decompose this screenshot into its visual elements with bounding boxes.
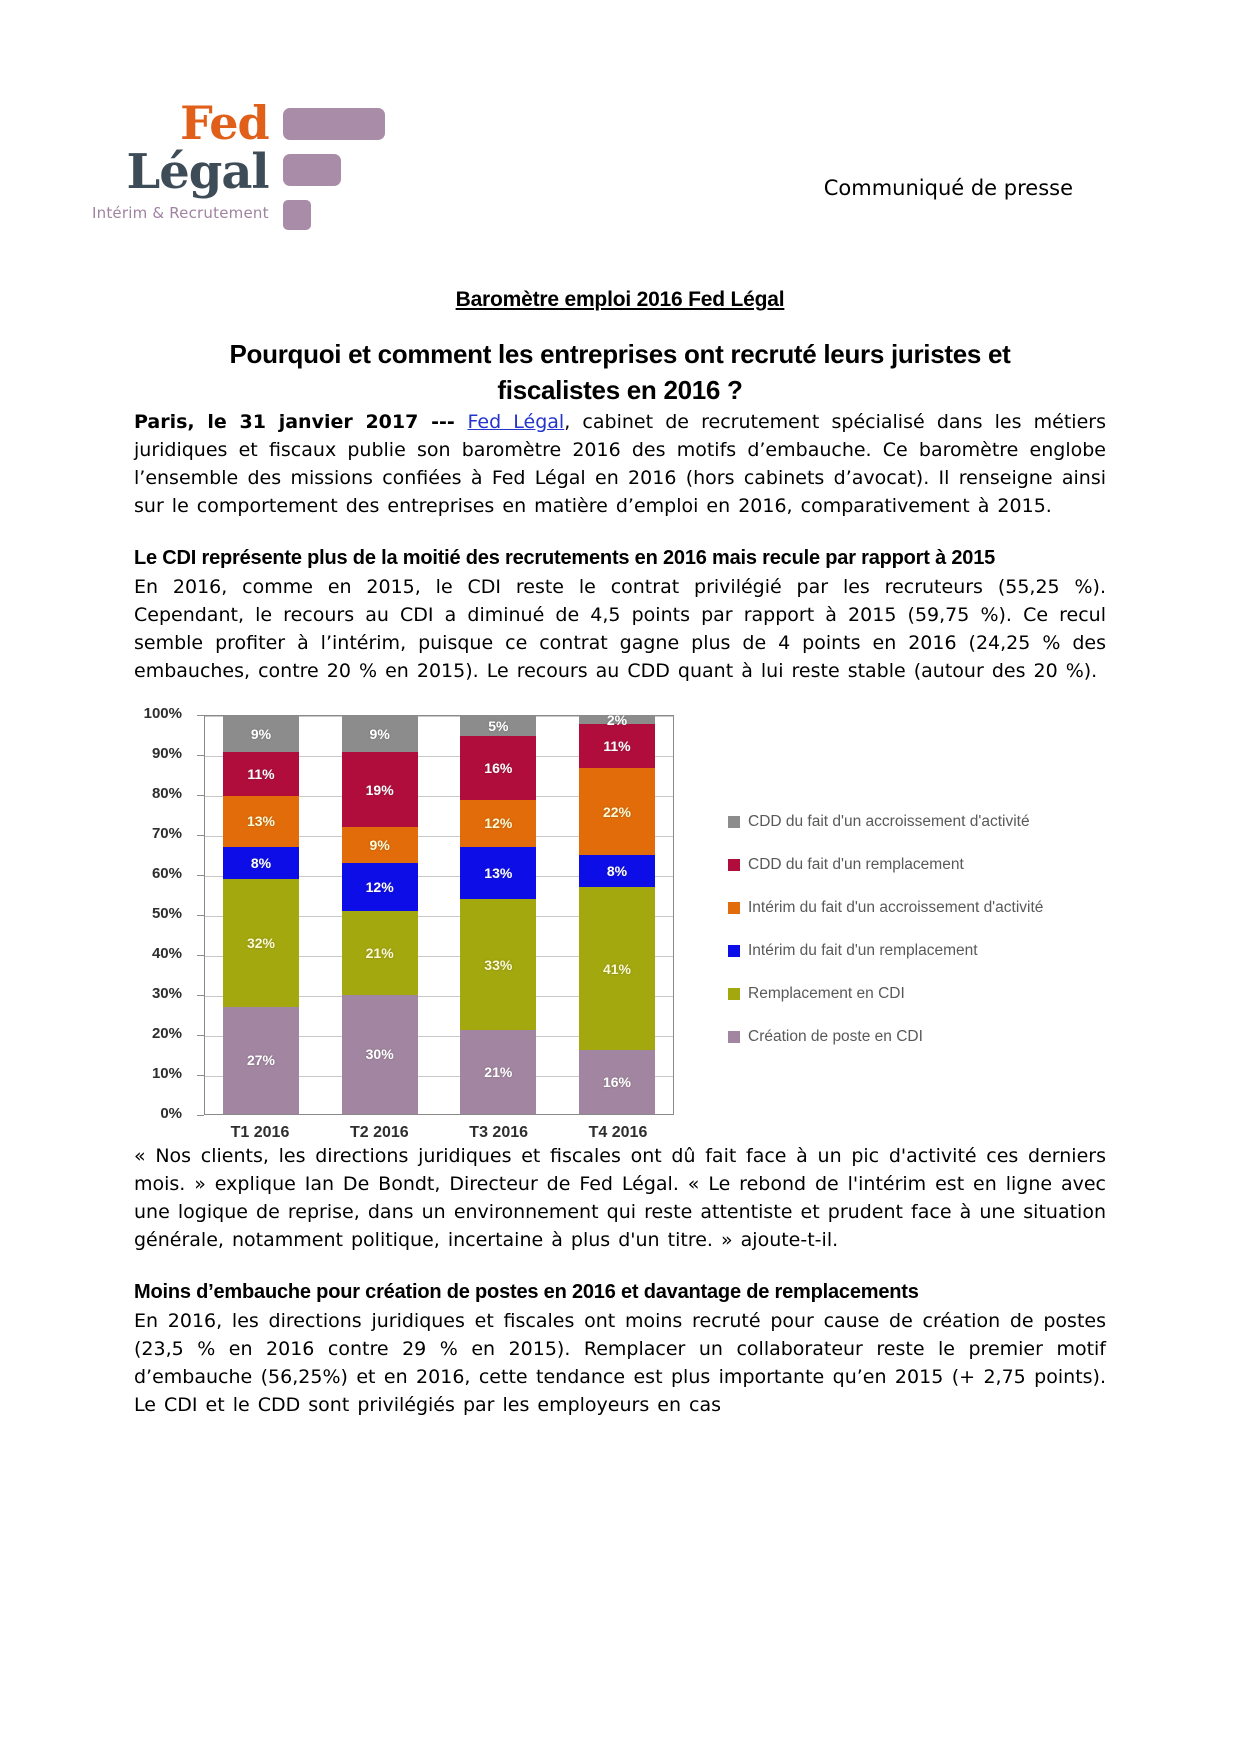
fed-legal-logo-text [92, 96, 269, 222]
y-axis-label: 0% [160, 1105, 182, 1122]
logo-bar-bottom [283, 200, 311, 230]
bar-segment [460, 899, 536, 1030]
document-subtitle: Pourquoi et comment les entreprises ont recruté leurs juristes et fiscalistes en 2016 ? [229, 339, 1011, 405]
bar-segment [223, 796, 299, 848]
bar-segment [223, 1007, 299, 1114]
legend-swatch-icon [728, 945, 740, 957]
bar-segment-label: 32% [246, 934, 276, 951]
y-axis-label: 30% [151, 985, 182, 1002]
y-axis-label: 40% [151, 945, 182, 962]
logo-word-fed: Fed [180, 96, 269, 150]
y-axis-label: 80% [151, 785, 182, 802]
bar-segment [460, 847, 536, 899]
y-axis-label: 90% [151, 745, 182, 762]
bar-segment [579, 712, 655, 729]
x-axis-label: T1 2016 [230, 1124, 290, 1141]
bar-segment [460, 1030, 536, 1114]
legend-swatch-icon [728, 1031, 740, 1043]
legend-label: Intérim du fait d'un accroissement d'activité [748, 899, 1044, 916]
bar-segment [579, 1050, 655, 1114]
bar-segment-label: 12% [365, 879, 394, 896]
legend-label: CDD du fait d'un accroissement d'activité [748, 813, 1030, 830]
x-axis-label: T4 2016 [588, 1124, 648, 1141]
bar-segment [223, 716, 299, 752]
x-axis-label: T2 2016 [349, 1124, 409, 1141]
bar-segment-label: 9% [369, 725, 390, 742]
bar-segment-label: 33% [484, 956, 513, 973]
bar-segment [460, 736, 536, 800]
bar-segment [223, 847, 299, 879]
legend-swatch-icon [728, 902, 740, 914]
bar-segment-label: 11% [247, 765, 275, 782]
logo-bar-middle [283, 154, 341, 186]
bar-t1-2016 [223, 716, 299, 1114]
x-axis-label: T3 2016 [469, 1124, 529, 1141]
chart-plot-area [143, 705, 674, 1142]
fed-legal-logo [92, 96, 385, 230]
chart-y-ticks [197, 715, 204, 1116]
y-axis-label: 60% [151, 865, 182, 882]
bar-segment-label: 8% [606, 863, 628, 880]
chart-y-axis [134, 705, 192, 1122]
legend-label: Intérim du fait d'un remplacement [748, 942, 978, 959]
bar-segment-label: 13% [246, 813, 276, 830]
fed-legal-link[interactable]: Fed Légal [467, 411, 565, 433]
intro-paragraph-text: , cabinet de recrutement spécialisé dans les métiers juridiques et fiscaux publie son baromètre 2016 des motifs d’embauche. Ce baromètre englobe l’ensemble des missions confiées à Fed Légal en 2016 (hors cabinets d’avocat). Il renseigne ainsi sur le comportement des entreprises en matière d’emploi en 2016, comparativement à 2015. [134, 411, 1106, 517]
bar-segment [342, 995, 418, 1114]
legend-item [728, 899, 1043, 917]
recruitment-motives-chart [134, 705, 1106, 1142]
legend-item [728, 985, 1043, 1003]
bar-segment-label: 2% [606, 712, 628, 729]
bar-segment-label: 9% [369, 837, 390, 854]
legend-swatch-icon [728, 859, 740, 871]
legend-item [728, 1028, 1043, 1046]
bar-segment-label: 27% [246, 1052, 276, 1069]
bar-segment-label: 12% [484, 815, 513, 832]
y-axis-label: 70% [151, 825, 182, 842]
bar-segment [342, 863, 418, 911]
logo-tagline: Intérim & Recrutement [92, 204, 269, 222]
press-release-label: Communiqué de presse [823, 176, 1073, 200]
legend-item [728, 942, 1043, 960]
bar-segment [223, 879, 299, 1006]
quote-paragraph: « Nos clients, les directions juridiques et fiscales ont dû fait face à un pic d'activité ces derniers mois. » explique Ian De Bondt, Directeur de Fed Légal. « Le rebond de l'intérim est en ligne avec une logique de reprise, dans un environnement qui reste attentiste et prudent face à une situation générale, notamment politique, incertaine à plus d'un titre. » ajoute-t-il. [134, 1145, 1106, 1251]
fed-f-logo-icon [283, 108, 385, 230]
bar-segment [342, 752, 418, 828]
bar-t4-2016 [579, 712, 655, 1114]
section-paragraph-embauche: En 2016, les directions juridiques et fiscales ont moins recruté pour cause de création de postes (23,5 % en 2016 contre 29 % en 2015). Remplacer un collaborateur reste le premier motif d’embauche (56,25%) et en 2016, cette tendance est plus importante qu’en 2015 (+ 2,75 points). Le CDI et le CDD sont privilégiés par les employeurs en cas [134, 1310, 1106, 1416]
legend-swatch-icon [728, 816, 740, 828]
section-paragraph-cdi: En 2016, comme en 2015, le CDI reste le contrat privilégié par les recruteurs (55,25 %). Cependant, le recours au CDI a diminué de 4,5 points par rapport à 2015 (59,75 %). Ce recul semble profiter à l’intérim, puisque ce contrat gagne plus de 4 points en 2016 (24,25 % des embauches, contre 20 % en 2015). Le recours au CDD quant à lui reste stable (autour des 20 %). [134, 576, 1106, 682]
chart-plot [204, 712, 674, 1115]
bar-segment-label: 5% [488, 717, 509, 734]
bar-segment-label: 8% [250, 855, 272, 872]
y-axis-label: 20% [151, 1025, 182, 1042]
bar-t2-2016 [342, 716, 418, 1114]
legend-item [728, 856, 1043, 874]
chart-x-axis [204, 1124, 674, 1142]
bar-segment [223, 752, 299, 796]
bar-segment [342, 827, 418, 863]
bar-segment [579, 887, 655, 1050]
bar-segment-label: 13% [484, 865, 513, 882]
y-axis-label: 50% [151, 905, 182, 922]
bar-segment-label: 19% [365, 781, 394, 798]
bar-segment-label: 11% [603, 737, 631, 754]
document-title: Baromètre emploi 2016 Fed Légal [455, 288, 785, 311]
bar-segment-label: 41% [602, 960, 631, 977]
section-heading-cdi: Le CDI représente plus de la moitié des recrutements en 2016 mais recule par rapport à 2015 [134, 547, 996, 569]
bar-segment-label: 16% [484, 759, 513, 776]
bar-segment-label: 22% [602, 803, 631, 820]
section-heading-embauche: Moins d’embauche pour création de postes en 2016 et davantage de remplacements [134, 1281, 919, 1303]
bar-segment [342, 716, 418, 752]
bar-t3-2016 [460, 716, 536, 1114]
chart-legend [728, 813, 1043, 1046]
bar-segment [460, 800, 536, 848]
legend-swatch-icon [728, 988, 740, 1000]
dateline: Paris, le 31 janvier 2017 --- [134, 411, 468, 433]
legend-label: Remplacement en CDI [748, 985, 905, 1002]
legend-item [728, 813, 1043, 831]
bar-segment-label: 16% [602, 1074, 631, 1091]
bar-segment [342, 911, 418, 995]
y-axis-label: 100% [143, 705, 182, 722]
legend-label: Création de poste en CDI [748, 1028, 923, 1045]
document-body [134, 288, 1106, 1419]
bar-segment [579, 855, 655, 887]
document-header [0, 0, 1240, 240]
legend-label: CDD du fait d'un remplacement [748, 856, 964, 873]
logo-word-legal: Légal [126, 144, 269, 200]
bar-segment-label: 21% [365, 944, 394, 961]
y-axis-label: 10% [151, 1065, 182, 1082]
bar-segment [460, 716, 536, 736]
bar-segment-label: 30% [365, 1046, 394, 1063]
bar-segment [579, 724, 655, 768]
intro-paragraph [134, 408, 1106, 520]
bar-segment-label: 9% [250, 725, 272, 742]
bar-segment [579, 768, 655, 856]
logo-bar-top [283, 108, 385, 140]
bar-segment-label: 21% [484, 1064, 513, 1081]
